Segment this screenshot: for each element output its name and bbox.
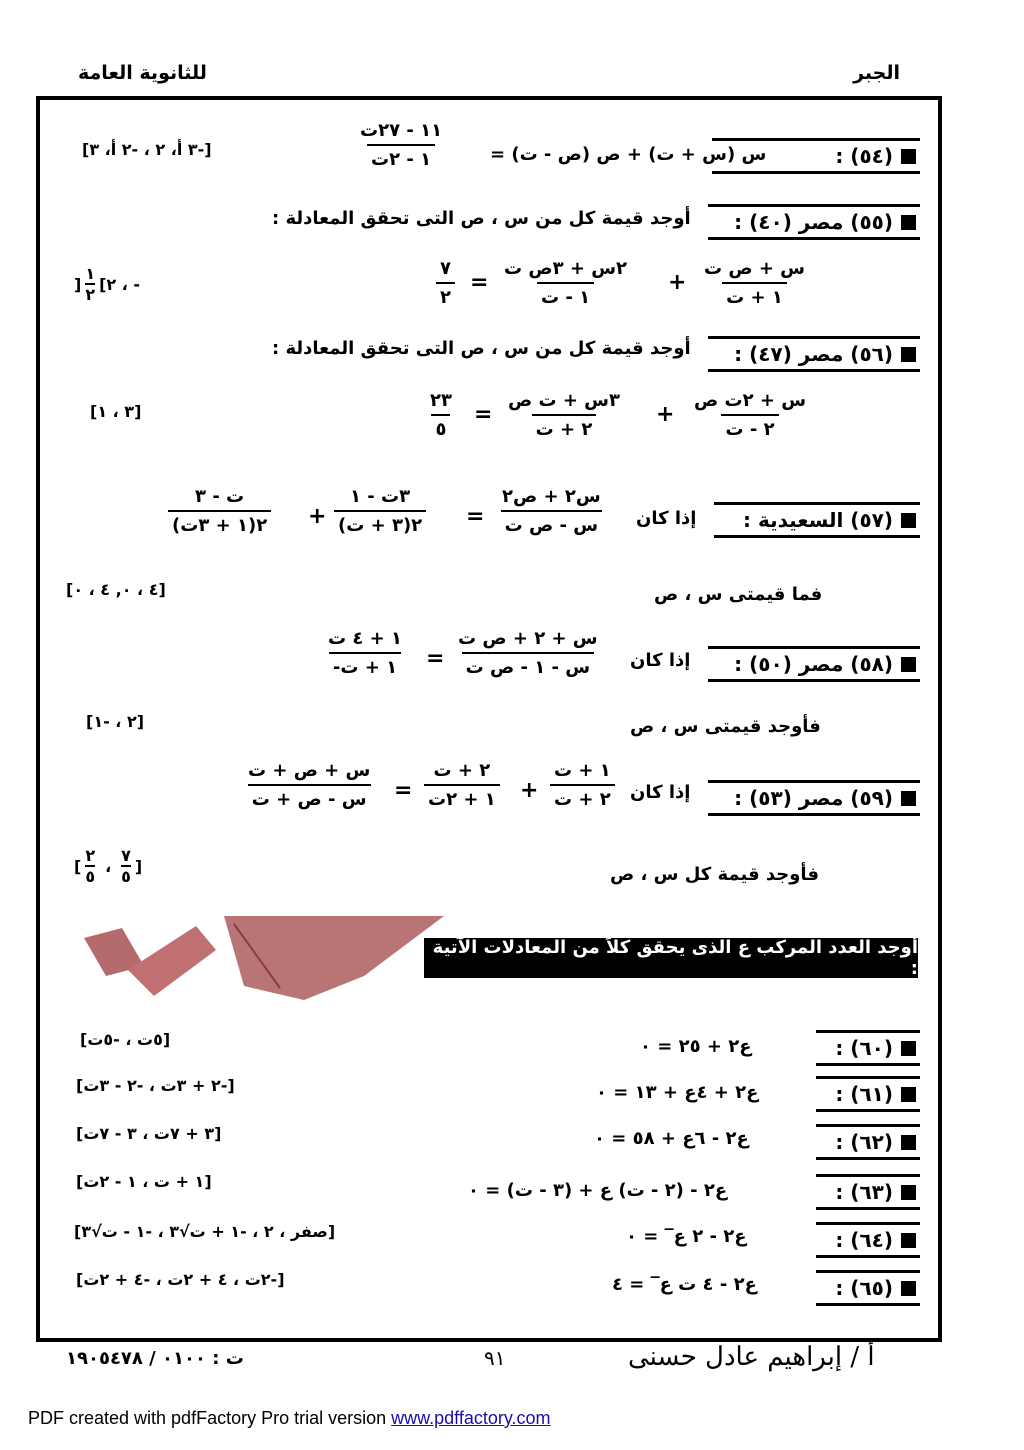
- problem-54-fraction: ١١ - ٢٧ت ١ - ٢ت: [360, 120, 443, 170]
- square-bullet-icon: [901, 513, 916, 528]
- problem-57-answer: [٤ ، ٠, ٤ ، ٠]: [66, 580, 166, 599]
- equation-63-answer: [١ + ت ، ١ - ٢ت]: [76, 1172, 212, 1191]
- equation-60-label: (٦٠) :: [816, 1030, 920, 1066]
- problem-58-answer: [٢ ، -١]: [86, 712, 145, 731]
- equation-64-answer: [صفر ، ٢ ، -١ + ت√٣ ، -١ - ت√٣]: [74, 1222, 336, 1241]
- problem-55-fraction-1: س + ص ت ١ + ت: [704, 258, 806, 308]
- square-bullet-icon: [901, 1041, 916, 1056]
- header-subject: الجبر: [853, 62, 900, 84]
- equation-65-answer: [-٢ت ، ٤ + ٢ت ، -٤ + ٢ت]: [76, 1270, 285, 1289]
- problem-59-label: (٥٩) مصر (٥٣) :: [708, 780, 920, 816]
- problem-57-fraction-3: ت - ٣ (١ + ٣ت)٢: [168, 486, 271, 536]
- problem-54-answer: [-٣ أ، ٢ ، -٢ أ، ٣]: [82, 140, 212, 159]
- pdffactory-link[interactable]: www.pdffactory.com: [391, 1408, 551, 1428]
- square-bullet-icon: [901, 791, 916, 806]
- section-banner: أوجد العدد المركب ع الذى يحقق كلاً من المعادلات الآتية :: [424, 938, 918, 978]
- problem-58-fraction-1: س + ٢ + ص ت س - ١ - ص ت: [458, 628, 598, 678]
- equals-sign: =: [426, 646, 445, 671]
- equals-sign: =: [466, 504, 485, 529]
- pdf-note-text: PDF created with pdfFactory Pro trial version: [28, 1408, 387, 1428]
- plus-sign: +: [308, 504, 327, 529]
- equation-62-label: (٦٢) :: [816, 1124, 920, 1160]
- problem-55-answer: ] ١ ٢ [٢ ، -: [74, 264, 141, 304]
- equation-65: ع٢ - ٤ ت ع‾ = ٤: [612, 1274, 757, 1295]
- problem-59-answer: [ ٢ ٥ ، ٧ ٥ ]: [74, 846, 143, 886]
- decorative-watermark: [84, 916, 444, 1002]
- problem-58-label: (٥٨) مصر (٥٠) :: [708, 646, 920, 682]
- square-bullet-icon: [901, 149, 916, 164]
- problem-56-fraction-2: ٣س + ت ص ٢ + ت: [508, 390, 621, 440]
- footer-author: أ / إبراهيم عادل حسنى: [628, 1342, 875, 1372]
- problem-54-label: (٥٤) :: [712, 138, 920, 174]
- footer-phone: ت : ٠١٠٠ / ١٩٠٥٤٧٨: [66, 1348, 244, 1369]
- problem-56-rhs: ٢٣ ٥: [430, 390, 452, 440]
- equation-63-label: (٦٣) :: [816, 1174, 920, 1210]
- plus-sign: +: [520, 778, 539, 803]
- problem-55-rhs: ٧ ٢: [436, 258, 455, 308]
- square-bullet-icon: [901, 1281, 916, 1296]
- problem-57-fraction-2: ٣ت - ١ (٣ + ت)٢: [334, 486, 426, 536]
- equation-61-answer: [-٢ + ٣ت ، -٢ - ٣ت]: [76, 1076, 235, 1095]
- square-bullet-icon: [901, 657, 916, 672]
- problem-56-fraction-1: س + ٢ت ص ٢ - ت: [694, 390, 807, 440]
- problem-56-instruction: أوجد قيمة كل من س ، ص التى تحقق المعادلة :: [272, 338, 691, 359]
- equation-60-answer: [٥ت ، -٥ت]: [80, 1030, 171, 1049]
- problem-57-fraction-1: س٢ + ص٢ س - ص ت: [502, 486, 601, 536]
- problem-55-label: (٥٥) مصر (٤٠) :: [708, 204, 920, 240]
- problem-55-fraction-2: ٢س + ٣ص ت ١ - ت: [504, 258, 628, 308]
- problem-59-question: فأوجد قيمة كل س ، ص: [610, 864, 819, 885]
- equation-64: ع٢ - ٢ ع‾ = ٠: [626, 1226, 747, 1247]
- plus-sign: +: [656, 402, 675, 427]
- problem-57-label: (٥٧) السعيدية :: [714, 502, 920, 538]
- square-bullet-icon: [901, 1233, 916, 1248]
- problem-57-question: فما قيمتى س ، ص: [654, 584, 823, 605]
- problem-57-if: إذا كان: [636, 508, 697, 529]
- equals-sign: =: [470, 270, 489, 295]
- equation-61: ع٢ + ٤ع + ١٣ = ٠: [596, 1082, 759, 1103]
- square-bullet-icon: [901, 1185, 916, 1200]
- page-number: ٩١: [484, 1346, 506, 1370]
- problem-58-if: إذا كان: [630, 650, 691, 671]
- problem-59-fraction-3: س + ص + ت س - ص + ت: [248, 760, 371, 810]
- problem-59-fraction-2: ٢ + ت ١ + ٢ت: [424, 760, 500, 810]
- plus-sign: +: [668, 270, 687, 295]
- problem-54-lhs: س (س + ت) + ص (ص - ت) =: [490, 144, 767, 165]
- square-bullet-icon: [901, 1135, 916, 1150]
- pdf-note: [28, 1408, 551, 1429]
- equation-65-label: (٦٥) :: [816, 1270, 920, 1306]
- square-bullet-icon: [901, 1087, 916, 1102]
- problem-56-label: (٥٦) مصر (٤٧) :: [708, 336, 920, 372]
- problem-56-answer: [٣ ، ١]: [90, 402, 142, 421]
- equation-61-label: (٦١) :: [816, 1076, 920, 1112]
- problem-59-fraction-1: ١ + ت ٢ + ت: [550, 760, 615, 810]
- equation-62: ع٢ - ٦ع + ٥٨ = ٠: [594, 1128, 749, 1149]
- square-bullet-icon: [901, 215, 916, 230]
- equation-64-label: (٦٤) :: [816, 1222, 920, 1258]
- problem-58-question: فأوجد قيمتى س ، ص: [630, 716, 821, 737]
- equation-63: ع٢ - (٢ - ت) ع + (٣ - ت) = ٠: [468, 1180, 728, 1201]
- problem-59-if: إذا كان: [630, 782, 691, 803]
- equals-sign: =: [394, 778, 413, 803]
- equation-60: ع٢ + ٢٥ = ٠: [640, 1036, 752, 1057]
- header-audience: للثانوية العامة: [78, 62, 207, 84]
- problem-55-instruction: أوجد قيمة كل من س ، ص التى تحقق المعادلة :: [272, 208, 691, 229]
- equals-sign: =: [474, 402, 493, 427]
- square-bullet-icon: [901, 347, 916, 362]
- equation-62-answer: [٣ + ٧ت ، ٣ - ٧ت]: [76, 1124, 222, 1143]
- problem-58-fraction-2: ١ + ٤ ت -١ + ت: [328, 628, 402, 678]
